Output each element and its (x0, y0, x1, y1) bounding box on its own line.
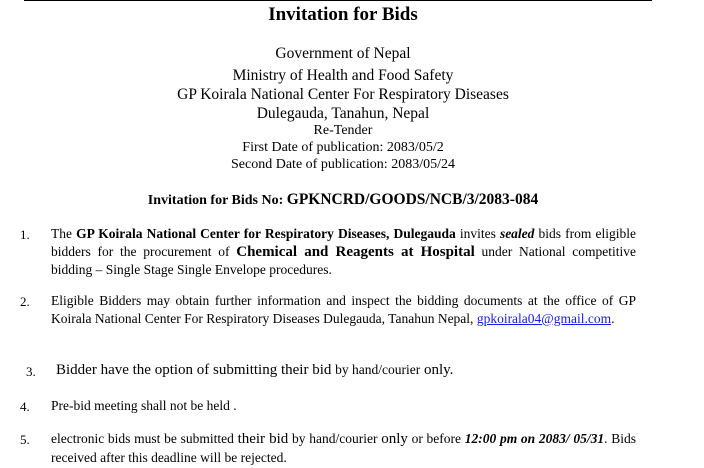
ministry-line: Ministry of Health and Food Safety (232, 67, 454, 84)
procurement-item: Chemical and Reagents at Hospital (236, 243, 475, 260)
page-title: Invitation for Bids (268, 4, 418, 25)
first-date-line: First Date of publication: 2083/05/2 (242, 140, 444, 155)
email-link[interactable]: gpkoirala04@gmail.com (476, 310, 612, 326)
text: or before (407, 431, 465, 446)
text: only (381, 431, 408, 447)
item-paragraph-2 (51, 292, 636, 327)
text: . Bids received after this deadline will be rejected. (51, 431, 636, 465)
item-number-5: 5. (20, 432, 30, 447)
second-date-line: Second Date of publication: 2083/05/24 (231, 157, 455, 172)
text: The (51, 226, 77, 241)
text: bids from eligible bidders for the procurement of (51, 226, 636, 259)
item-number-1: 1. (20, 227, 30, 242)
retender-line: Re-Tender (313, 123, 373, 138)
text: by hand/courier (335, 362, 421, 377)
address-line: Dulegauda, Tanahun, Nepal (256, 105, 430, 122)
center-line: GP Koirala National Center For Respiratory Diseases (177, 86, 509, 103)
item-paragraph-4: Pre-bid meeting shall not be held . (51, 398, 237, 413)
item-number-3: 3. (26, 364, 36, 379)
government-line: Government of Nepal (275, 45, 411, 62)
item-number-4: 4. (20, 399, 30, 414)
ifb-number-line (0, 191, 686, 209)
ifb-label: Invitation for Bids No: (147, 193, 287, 208)
text: Eligible Bidders may obtain further information and inspect the bidding documents at the office of GP Koirala National Center For Respiratory Diseases Dulegauda, Tanahun Nepal, (51, 293, 636, 326)
center-name: GP Koirala National Center for Respiratory Diseases, Dulegauda (76, 226, 456, 241)
text: invites (455, 226, 500, 241)
text: by hand/courier (288, 431, 382, 446)
text: their bid (237, 431, 289, 447)
item-paragraph-5 (51, 430, 636, 466)
text: . (611, 310, 615, 326)
top-rule (24, 0, 652, 1)
text: under National competitive bidding – Single Stage Single Envelope procedures. (51, 243, 636, 277)
item-paragraph-1 (51, 225, 636, 279)
item-number-2: 2. (20, 294, 30, 309)
text: Bidder have the option of submitting their bid (56, 362, 336, 378)
text: electronic bids must be submitted (51, 431, 238, 446)
sealed-emphasis: sealed (499, 226, 535, 241)
text: only. (420, 362, 454, 378)
ifb-number: GPKNCRD/GOODS/NCB/3/2083-084 (286, 191, 539, 208)
deadline: 12:00 pm on 2083/ 05/31 (464, 431, 605, 446)
item-paragraph-3 (56, 361, 641, 380)
